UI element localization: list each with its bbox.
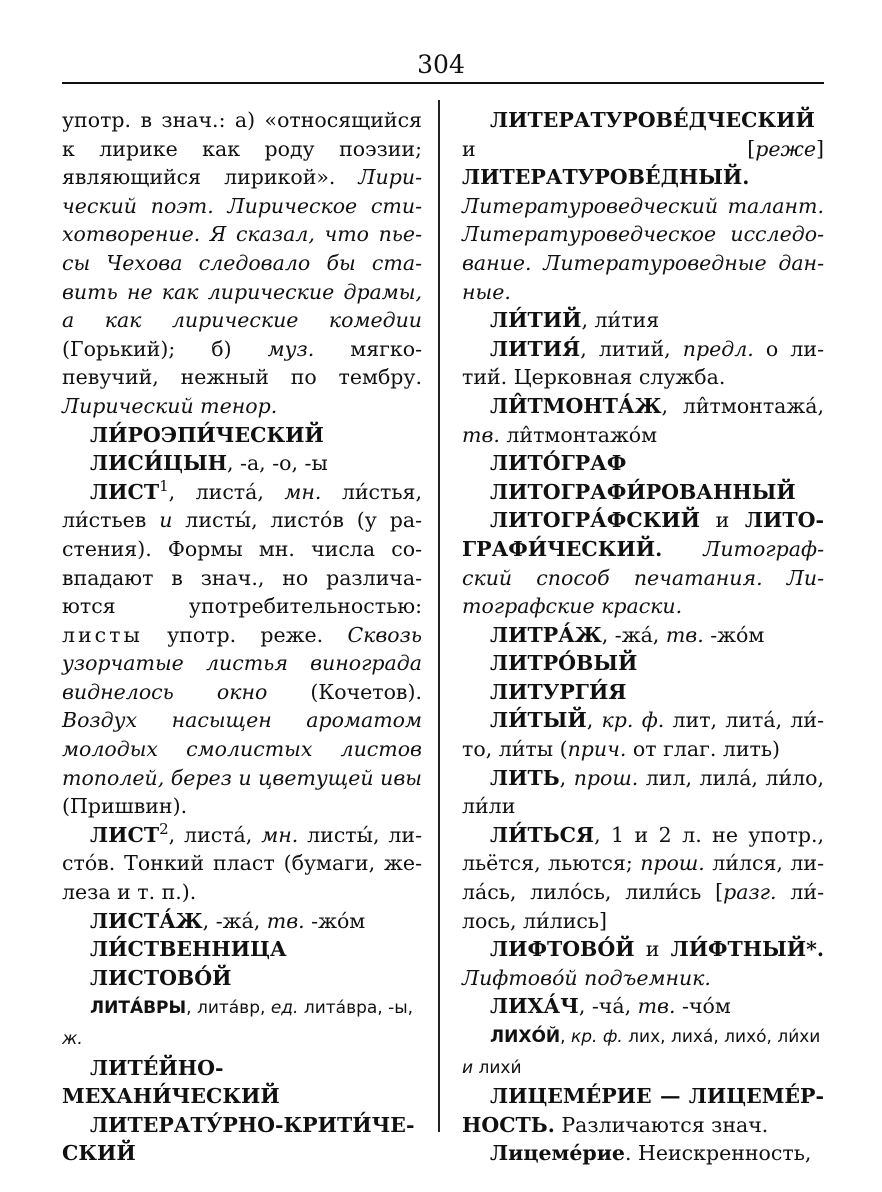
headword: ЛИТА́ВРЫ <box>90 998 187 1019</box>
headword: ЛИТОГРАФИ́РОВАННЫЙ <box>490 479 796 504</box>
headword: ЛИ́ТИЙ <box>490 308 582 333</box>
entry-litografskiy: ЛИТОГРА́ФСКИЙ и ЛИТОГРАФИ́ЧЕСКИЙ. Литографский способ печатания. Литографские краски. <box>462 508 824 619</box>
headword: ЛИТЬ <box>490 765 560 790</box>
column-divider <box>438 100 440 1132</box>
headword: ЛИФТОВО́Й <box>490 937 635 962</box>
headword: ЛИЦЕМЕ́РИЕ — ЛИЦЕМЕ́РНОСТЬ. <box>462 1084 824 1137</box>
headword: ЛИ́РОЭПИ́ЧЕСКИЙ <box>90 422 324 447</box>
headword: ЛИТОГРАФИ́ЧЕСКИЙ. <box>462 508 824 561</box>
example-text: Лифтово́й подъемник. <box>462 965 711 990</box>
example-text: Лирический поэт. Лирическое стихотворение. Я сказал, что пьесы Чехова следовало бы ставить не как лирические драмы, а как лирические комедии <box>62 165 422 333</box>
headword: ЛИТРА́Ж <box>490 622 602 647</box>
entry-liteyno-mekhanicheskiy <box>62 1054 422 1111</box>
headword: ЛИХА́Ч <box>490 994 579 1019</box>
headword: ЛИТУРГИ́Я <box>490 679 627 704</box>
example-text: Сквозь узорчатые листья винограда виднелось окно <box>62 622 422 704</box>
entry-litiya: ЛИТИЯ́, литий́, предл. о литий́. Церковная служба. <box>462 336 824 390</box>
entry-litsemerie: ЛИЦЕМЕ́РИЕ — ЛИЦЕМЕ́РНОСТЬ. Различаются знач. <box>462 1084 824 1137</box>
entry-lisitsyn: ЛИСИ́ЦЫН, -а, -о, -ы <box>90 451 328 476</box>
entry-litmontazh: ЛИ̂ТМОНТА́Ж, ли̂тмонтажа́, тв. ли̂тмонтажо́м <box>462 393 824 447</box>
entry-list2: ЛИСТ$^2$, листа́, мн. листы́, листо́в. Тонкий пласт (бумаги, железа и т. п.). <box>62 820 423 905</box>
headword: ЛИ̂ТМОНТА́Ж <box>490 393 662 418</box>
entry-lit: ЛИТЬ, прош. лил, лила́, ли́ло, ли́ли <box>462 765 824 819</box>
headword: ЛИСТА́Ж <box>90 908 203 933</box>
headword: Лицеме́рие <box>490 1141 625 1166</box>
entry-listovoy <box>62 964 422 993</box>
entry-litsemerie-sense: Лицеме́рие. Неискренность, <box>490 1141 812 1166</box>
entry-literaturno-kriticheskiy <box>62 1111 422 1168</box>
headword: ЛИСТОВО́Й <box>90 965 232 990</box>
headword: ЛИТИЯ́ <box>490 336 581 361</box>
entry-litografirovannyy <box>462 478 824 507</box>
headword: ЛИСТ <box>90 479 160 504</box>
entry-lityy: ЛИ́ТЫЙ, кр. ф. лит, лита́, ли́то, ли́ты (прич. от глаг. лить) <box>462 708 824 762</box>
top-rule <box>62 82 824 84</box>
headword: ЛИТЕРАТУРОВЕ́ДЧЕСКИЙ <box>490 108 815 132</box>
headword: ЛИ́ТЬСЯ <box>490 822 595 847</box>
example-text: Воздух насыщен ароматом молодых смолистых листов тополей, берез и цветущей ивы <box>62 708 422 790</box>
headword: ЛИТЕРАТУРОВЕ́ДНЫЙ. <box>462 165 750 190</box>
entry-liturgiya <box>462 678 824 707</box>
entry-liroepicheskiy <box>62 421 422 450</box>
example-text: Литературоведческий талант. Литературоведческое исследование. Литературоведные данные. <box>462 193 824 304</box>
headword: ЛИ́ФТНЫЙ*. <box>670 937 824 962</box>
entry-litiy: ЛИ́ТИЙ, ли́тия <box>490 308 660 333</box>
headword: ЛИТО́ГРАФ <box>490 451 627 476</box>
entry-liftovoy: ЛИФТОВО́Й и ЛИ́ФТНЫЙ*. Лифтово́й подъемник. <box>462 937 824 990</box>
left-column <box>62 106 422 1168</box>
entry-lyricheskiy-continued: употр. в знач.: а) «относящийся к лирике как роду поэзии; являющийся лирикой». Лирический поэт. Лирическое стихотворение. Я сказал, что пьесы Чехова следовало бы ставить не как лирические драмы, а как лирические комедии (Горький); б) муз. мягкопевучий, нежный по тембру. Лирический тенор. <box>62 108 422 418</box>
entry-listvennitsa <box>62 935 422 964</box>
headword: ЛИСТ <box>90 822 160 847</box>
headword: ЛИСИ́ЦЫН <box>90 451 227 476</box>
headword: ЛИТОГРА́ФСКИЙ <box>490 508 701 533</box>
entry-litograf <box>462 449 824 478</box>
headword: ЛИТРО́ВЫЙ <box>490 651 638 676</box>
example-text: Лирический тенор. <box>62 393 278 418</box>
entry-litrovyy <box>462 649 824 678</box>
headword: ЛИХО́Й <box>490 1027 561 1047</box>
example-text: Литографский способ печатания. Литографские краски. <box>462 536 824 619</box>
headword: ЛИТЕРАТУ́РНО-КРИТИ́ЧЕСКИЙ <box>62 1112 415 1166</box>
right-column <box>462 106 824 1168</box>
entry-list1: ЛИСТ$^1$, листа́, мн. ли́стья, ли́стьев и листы́, листо́в (у растения). Формы мн. числа совпадают в знач., но различаются употребительностью: листы употр. реже. Сквозь узорчатые листья винограда виднелось окно (Кочетов). Воздух насыщен ароматом молодых смолистых листов тополей, берез и цветущей ивы (Пришвин). <box>62 476 422 819</box>
entry-litsya: ЛИ́ТЬСЯ, 1 и 2 л. не употр., льётся, льются; прош. ли́лся, лила́сь, лило́сь, лили́сь [разг. ли́лось, ли́лись] <box>462 822 824 933</box>
entry-likhoy: ЛИХО́Й, кр. ф. лих, лиха́, лихо́, ли́хи и лихи́ <box>462 1027 821 1078</box>
entry-likhach: ЛИХА́Ч, -ча́, тв. -чо́м <box>490 994 731 1019</box>
headword: ЛИ́СТВЕННИЦА <box>90 937 287 962</box>
headword: ЛИТЕ́ЙНО-МЕХАНИ́ЧЕСКИЙ <box>62 1055 280 1109</box>
entry-literaturovedcheskiy: ЛИТЕРАТУРОВЕ́ДЧЕСКИЙ и [реже] ЛИТЕРАТУРОВЕ́ДНЫЙ. Литературоведческий талант. Литературоведческое исследование. Литературоведные данные. <box>462 108 824 304</box>
page-number: 304 <box>417 50 465 79</box>
entry-listazh: ЛИСТА́Ж, -жа́, тв. -жо́м <box>90 908 366 933</box>
headword: ЛИ́ТЫЙ <box>490 708 587 733</box>
entry-litrazh: ЛИТРА́Ж, -жа́, тв. -жо́м <box>490 622 765 647</box>
entry-litavry: ЛИТА́ВРЫ, лита́вр, ед. лита́вра, -ы, ж. <box>62 998 414 1049</box>
